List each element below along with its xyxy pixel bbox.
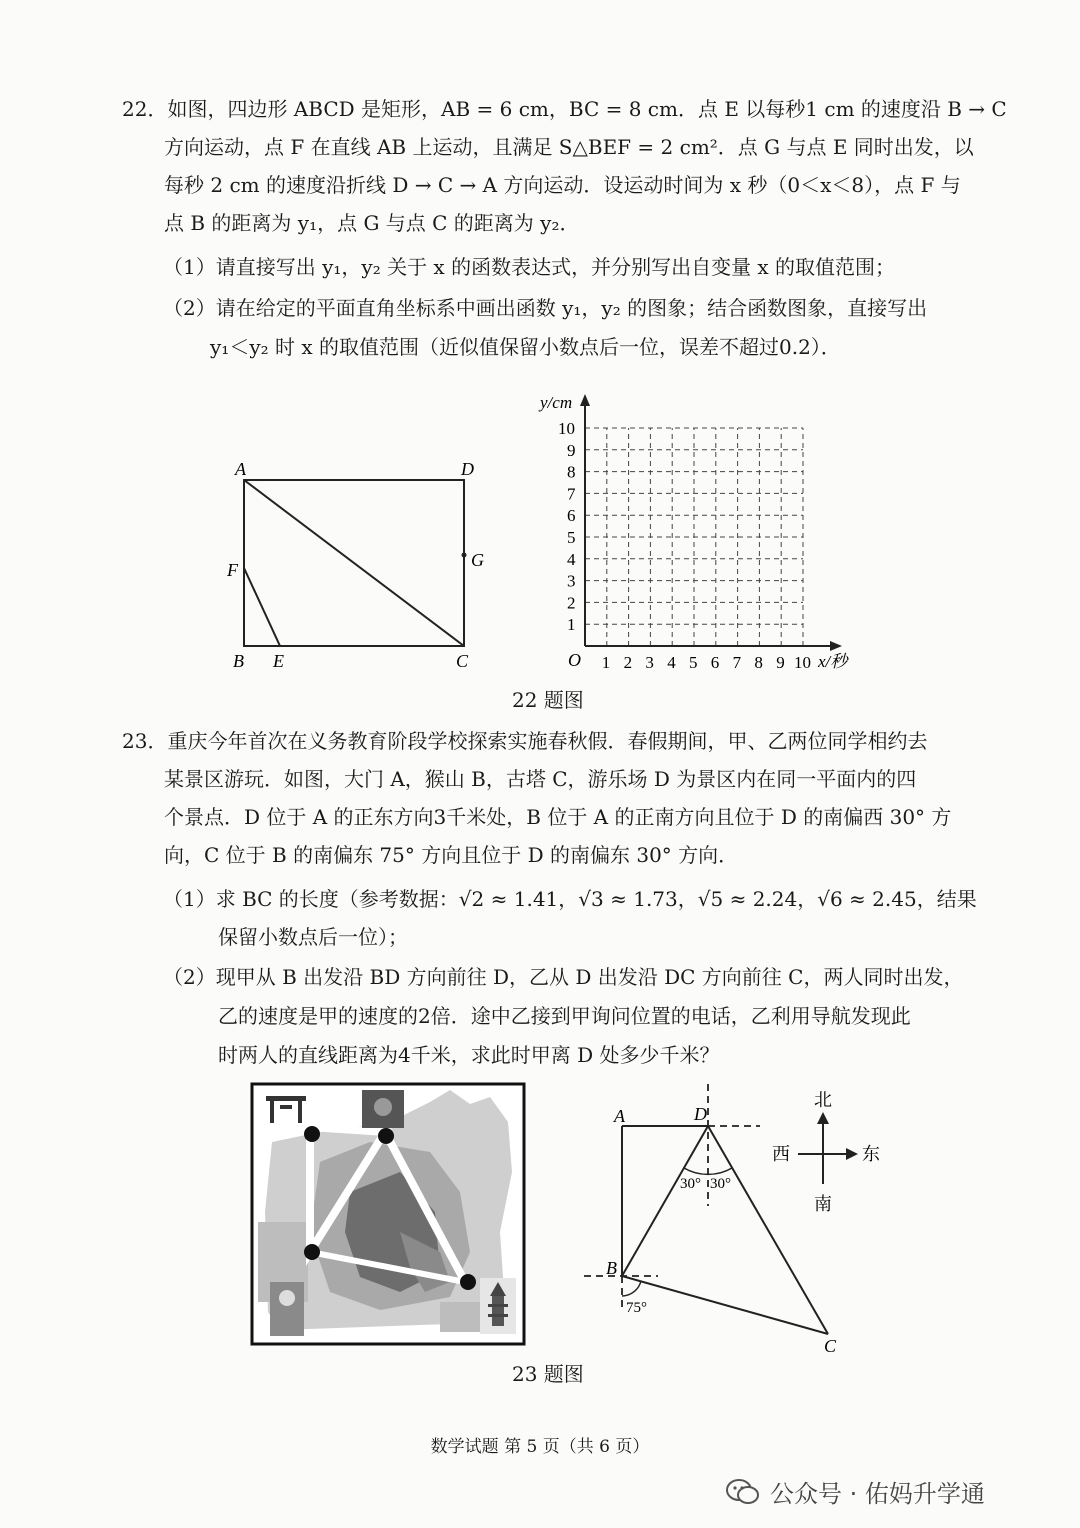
x-tick-label: 9 bbox=[776, 653, 785, 672]
x-tick-label: 10 bbox=[794, 653, 811, 672]
dot-B bbox=[304, 1244, 320, 1260]
q23-line-2: 某景区游玩．如图，大门 A，猴山 B，古塔 C，游乐场 D 为景区内在同一平面内的四 bbox=[164, 767, 917, 791]
label-G: G bbox=[471, 550, 484, 570]
label-C: C bbox=[824, 1336, 837, 1356]
q23-line-1: 23．重庆今年首次在义务教育阶段学校探索实施春秋假．春假期间，甲、乙两位同学相约去 bbox=[122, 729, 928, 753]
q22-line-4: 点 B 的距离为 y₁，点 G 与点 C 的距离为 y₂． bbox=[164, 211, 580, 235]
origin-label: O bbox=[568, 650, 581, 670]
x-tick-label: 3 bbox=[645, 653, 654, 672]
y-tick-label: 2 bbox=[567, 593, 576, 613]
page-footer: 数学试题 第 5 页（共 6 页） bbox=[430, 1437, 650, 1457]
label-B: B bbox=[606, 1258, 617, 1278]
x-tick-label: 4 bbox=[667, 653, 676, 672]
y-tick-label: 9 bbox=[567, 440, 576, 460]
y-tick-label: 1 bbox=[567, 615, 576, 635]
q22-line-2: 方向运动，点 F 在直线 AB 上运动，且满足 S△BEF = 2 cm²．点 G 与点 E 同时出发，以 bbox=[164, 135, 974, 159]
q22-line-1: 22．如图，四边形 ABCD 是矩形，AB = 6 cm，BC = 8 cm．点 E 以每秒1 cm 的速度沿 B → C bbox=[122, 97, 1007, 121]
amusement-park-icon bbox=[270, 1282, 304, 1336]
q22-line-3: 每秒 2 cm 的速度沿折线 D → C → A 方向运动．设运动时间为 x 秒（0＜x＜8），点 F 与 bbox=[164, 173, 961, 197]
q23-line-4: 向，C 位于 B 的南偏东 75° 方向且位于 D 的南偏东 30° 方向． bbox=[164, 843, 739, 867]
compass-east: 东 bbox=[862, 1144, 880, 1164]
angle-left-label: 30° bbox=[680, 1176, 701, 1192]
label-A: A bbox=[235, 459, 246, 479]
dot-D bbox=[378, 1128, 394, 1144]
x-tick-label: 1 bbox=[601, 653, 611, 672]
q23-part-1-line-1: （1）求 BC 的长度（参考数据：√2 ≈ 1.41，√3 ≈ 1.73，√5 ≈ 2.24，√6 ≈ 2.45，结果 bbox=[163, 887, 977, 911]
compass-south: 南 bbox=[814, 1194, 832, 1214]
y-tick-label: 3 bbox=[567, 571, 576, 591]
q22-rectangle-figure bbox=[215, 450, 505, 680]
watermark bbox=[726, 1474, 985, 1509]
q23-part-1-line-2: 保留小数点后一位）； bbox=[218, 925, 408, 949]
q23-part-2-line-2: 乙的速度是甲的速度的2倍．途中乙接到甲询问位置的电话，乙利用导航发现此 bbox=[218, 1004, 911, 1028]
monkey-mountain-icon bbox=[362, 1090, 404, 1128]
angle-right-label: 30° bbox=[710, 1176, 731, 1192]
y-tick-label: 10 bbox=[558, 419, 575, 438]
q23-line-3: 个景点．D 位于 A 的正东方向3千米处，B 位于 A 的正南方向且位于 D 的南偏西 30° 方 bbox=[164, 805, 952, 829]
q23-part-2-line-3: 时两人的直线距离为4千米，求此时甲离 D 处多少千米？ bbox=[218, 1043, 720, 1067]
q23-caption: 23 题图 bbox=[512, 1362, 584, 1386]
y-axis-label: y/cm bbox=[540, 393, 573, 412]
compass-north: 北 bbox=[814, 1090, 832, 1110]
pagoda-icon bbox=[480, 1278, 516, 1334]
label-D: D bbox=[461, 459, 474, 479]
dot-A bbox=[304, 1126, 320, 1142]
x-tick-label: 8 bbox=[754, 653, 763, 672]
y-tick-label: 4 bbox=[567, 549, 576, 569]
dot-C bbox=[460, 1274, 476, 1290]
q22-number: 22． bbox=[122, 97, 168, 121]
y-tick-label: 7 bbox=[567, 484, 576, 504]
watermark-text: 公众号 · 佑妈升学通 bbox=[770, 1480, 985, 1508]
q22-part-2-line-1: （2）请在给定的平面直角坐标系中画出函数 y₁，y₂ 的图象；结合函数图象，直接写出 bbox=[163, 296, 928, 320]
label-E: E bbox=[273, 651, 284, 671]
q23-part-2-line-1: （2）现甲从 B 出发沿 BD 方向前往 D，乙从 D 出发沿 DC 方向前往 C，两人同时出发， bbox=[163, 965, 964, 989]
q22-part-2-line-2: y₁＜y₂ 时 x 的取值范围（近似值保留小数点后一位，误差不超过0.2）． bbox=[210, 335, 841, 359]
question-23 bbox=[122, 722, 992, 874]
compass-west: 西 bbox=[772, 1144, 790, 1164]
x-tick-label: 7 bbox=[732, 653, 742, 672]
angle-b-label: 75° bbox=[626, 1300, 647, 1316]
label-A: A bbox=[614, 1106, 625, 1126]
scenic-map-illustration bbox=[250, 1082, 530, 1348]
label-D: D bbox=[694, 1104, 707, 1124]
x-axis-label: x/秒 bbox=[818, 652, 848, 671]
x-tick-label: 2 bbox=[623, 653, 633, 672]
q23-geometry-figure bbox=[580, 1080, 837, 1360]
x-tick-label: 6 bbox=[710, 653, 720, 672]
x-tick-label: 5 bbox=[689, 653, 698, 672]
label-F: F bbox=[227, 560, 238, 580]
y-tick-label: 6 bbox=[567, 506, 576, 526]
y-tick-label: 8 bbox=[567, 462, 576, 482]
gate-icon bbox=[264, 1092, 308, 1126]
compass-rose bbox=[770, 1086, 890, 1216]
q23-number: 23． bbox=[122, 729, 168, 753]
q22-caption: 22 题图 bbox=[512, 688, 584, 712]
y-tick-label: 5 bbox=[567, 528, 576, 547]
question-22 bbox=[122, 90, 1007, 242]
label-C: C bbox=[456, 651, 469, 671]
label-B: B bbox=[233, 651, 244, 671]
wechat-icon bbox=[726, 1477, 760, 1507]
q22-part-1: （1）请直接写出 y₁，y₂ 关于 x 的函数表达式，并分别写出自变量 x 的取值范围； bbox=[163, 255, 896, 279]
q22-coordinate-grid bbox=[530, 386, 870, 676]
